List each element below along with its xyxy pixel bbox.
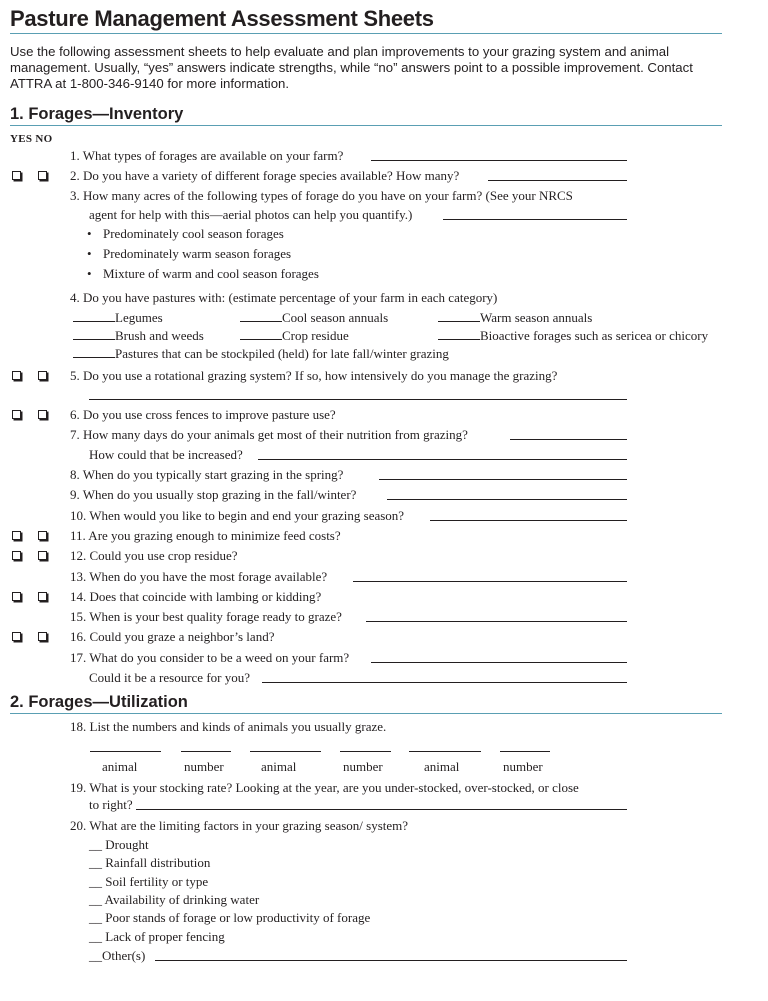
question-8: 8. When do you typically start grazing in the spring? [70, 467, 344, 482]
section-2-heading: 2. Forages—Utilization [10, 693, 188, 711]
yes-checkbox-16[interactable] [12, 632, 21, 641]
question-6: 6. Do you use cross fences to improve pasture use? [70, 407, 336, 422]
answer-line-7[interactable] [510, 439, 627, 440]
yes-checkbox-2[interactable] [12, 171, 21, 180]
question-4: 4. Do you have pastures with: (estimate percentage of your farm in each category) [70, 290, 498, 305]
no-checkbox-11[interactable] [38, 531, 47, 540]
question-18: 18. List the numbers and kinds of animals you usually graze. [70, 719, 387, 734]
yes-no-header: YES NO [10, 133, 53, 145]
question-15: 15. When is your best quality forage ready to graze? [70, 609, 342, 624]
factor-rainfall: __ Rainfall distribution [89, 855, 211, 870]
answer-line-15[interactable] [366, 621, 627, 622]
category-brush: Brush and weeds [73, 328, 204, 344]
question-11: 11. Are you grazing enough to minimize feed costs? [70, 528, 341, 543]
answer-line-other[interactable] [155, 960, 627, 961]
question-17b: Could it be a resource for you? [89, 670, 251, 685]
blank[interactable] [73, 311, 115, 322]
blank[interactable] [240, 311, 282, 322]
question-7: 7. How many days do your animals get most of their nutrition from grazing? [70, 427, 468, 442]
yes-checkbox-5[interactable] [12, 371, 21, 380]
question-1: 1. What types of forages are available on your farm? [70, 148, 344, 163]
answer-line-17[interactable] [371, 662, 627, 663]
category-warm-season: Warm season annuals [438, 310, 592, 326]
question-2: 2. Do you have a variety of different forage species available? How many? [70, 168, 460, 183]
question-14: 14. Does that coincide with lambing or kidding? [70, 589, 322, 604]
yes-checkbox-14[interactable] [12, 592, 21, 601]
question-5: 5. Do you use a rotational grazing system? If so, how intensively do you manage the grazing? [70, 368, 558, 383]
answer-line-2[interactable] [488, 180, 627, 181]
question-19: 19. What is your stocking rate? Looking at the year, are you under-stocked, over-stocked, or close [70, 780, 579, 795]
factor-other: __Other(s) [89, 948, 146, 963]
blank[interactable] [73, 347, 115, 358]
label-animal-2: animal [261, 759, 297, 774]
yes-checkbox-6[interactable] [12, 410, 21, 419]
page-title: Pasture Management Assessment Sheets [10, 6, 434, 31]
no-checkbox-2[interactable] [38, 171, 47, 180]
question-20: 20. What are the limiting factors in your grazing season/ system? [70, 818, 409, 833]
blank[interactable] [73, 329, 115, 340]
number-line-1[interactable] [181, 751, 231, 752]
label-number-2: number [343, 759, 383, 774]
question-19-cont: to right? [89, 797, 133, 812]
yes-checkbox-12[interactable] [12, 551, 21, 560]
factor-water: __ Availability of drinking water [89, 892, 260, 907]
answer-line-5[interactable] [89, 399, 627, 400]
question-3-cont: agent for help with this—aerial photos can help you quantify.) [89, 207, 413, 222]
bullet-mixture: • Mixture of warm and cool season forages [103, 266, 319, 282]
label-number-3: number [503, 759, 543, 774]
animal-line-3[interactable] [409, 751, 481, 752]
factor-soil: __ Soil fertility or type [89, 874, 209, 889]
title-rule [10, 33, 722, 34]
answer-line-1[interactable] [371, 160, 627, 161]
no-checkbox-14[interactable] [38, 592, 47, 601]
answer-line-8[interactable] [379, 479, 627, 480]
intro-paragraph: Use the following assessment sheets to help evaluate and plan improvements to your grazing system and animal management. Usually, “yes” answers indicate strengths, while “no” answers point to a possible improvement. Contact ATTRA at 1-800-346-9140 for more information. [10, 44, 693, 91]
blank[interactable] [438, 329, 480, 340]
category-legumes: Legumes [73, 310, 163, 326]
no-checkbox-16[interactable] [38, 632, 47, 641]
category-bioactive: Bioactive forages such as sericea or chicory [438, 328, 708, 344]
question-12: 12. Could you use crop residue? [70, 548, 238, 563]
number-line-2[interactable] [340, 751, 391, 752]
question-16: 16. Could you graze a neighbor’s land? [70, 629, 275, 644]
category-stockpiled: Pastures that can be stockpiled (held) for late fall/winter grazing [73, 346, 449, 362]
question-17: 17. What do you consider to be a weed on your farm? [70, 650, 350, 665]
question-13: 13. When do you have the most forage available? [70, 569, 328, 584]
yes-checkbox-11[interactable] [12, 531, 21, 540]
answer-line-19[interactable] [136, 809, 627, 810]
answer-line-17b[interactable] [262, 682, 627, 683]
label-animal-1: animal [102, 759, 138, 774]
no-checkbox-5[interactable] [38, 371, 47, 380]
no-checkbox-6[interactable] [38, 410, 47, 419]
no-checkbox-12[interactable] [38, 551, 47, 560]
answer-line-13[interactable] [353, 581, 627, 582]
number-line-3[interactable] [500, 751, 550, 752]
section-2-rule [10, 713, 722, 714]
question-7b: How could that be increased? [89, 447, 243, 462]
factor-fencing: __ Lack of proper fencing [89, 929, 225, 944]
label-animal-3: animal [424, 759, 460, 774]
animal-line-2[interactable] [250, 751, 321, 752]
factor-drought: __ Drought [89, 837, 149, 852]
section-1-rule [10, 125, 722, 126]
animal-line-1[interactable] [90, 751, 161, 752]
label-number-1: number [184, 759, 224, 774]
question-3: 3. How many acres of the following types of forage do you have on your farm? (See your NRCS [70, 188, 573, 203]
bullet-cool-season: • Predominately cool season forages [103, 226, 284, 242]
answer-line-3[interactable] [443, 219, 627, 220]
answer-line-9[interactable] [387, 499, 627, 500]
answer-line-7b[interactable] [258, 459, 627, 460]
answer-line-10[interactable] [430, 520, 627, 521]
blank[interactable] [438, 311, 480, 322]
category-cool-season: Cool season annuals [240, 310, 388, 326]
category-crop-residue: Crop residue [240, 328, 349, 344]
blank[interactable] [240, 329, 282, 340]
question-10: 10. When would you like to begin and end your grazing season? [70, 508, 405, 523]
factor-stands: __ Poor stands of forage or low productivity of forage [89, 910, 371, 925]
bullet-warm-season: • Predominately warm season forages [103, 246, 291, 262]
question-9: 9. When do you usually stop grazing in the fall/winter? [70, 487, 357, 502]
section-1-heading: 1. Forages—Inventory [10, 105, 184, 123]
